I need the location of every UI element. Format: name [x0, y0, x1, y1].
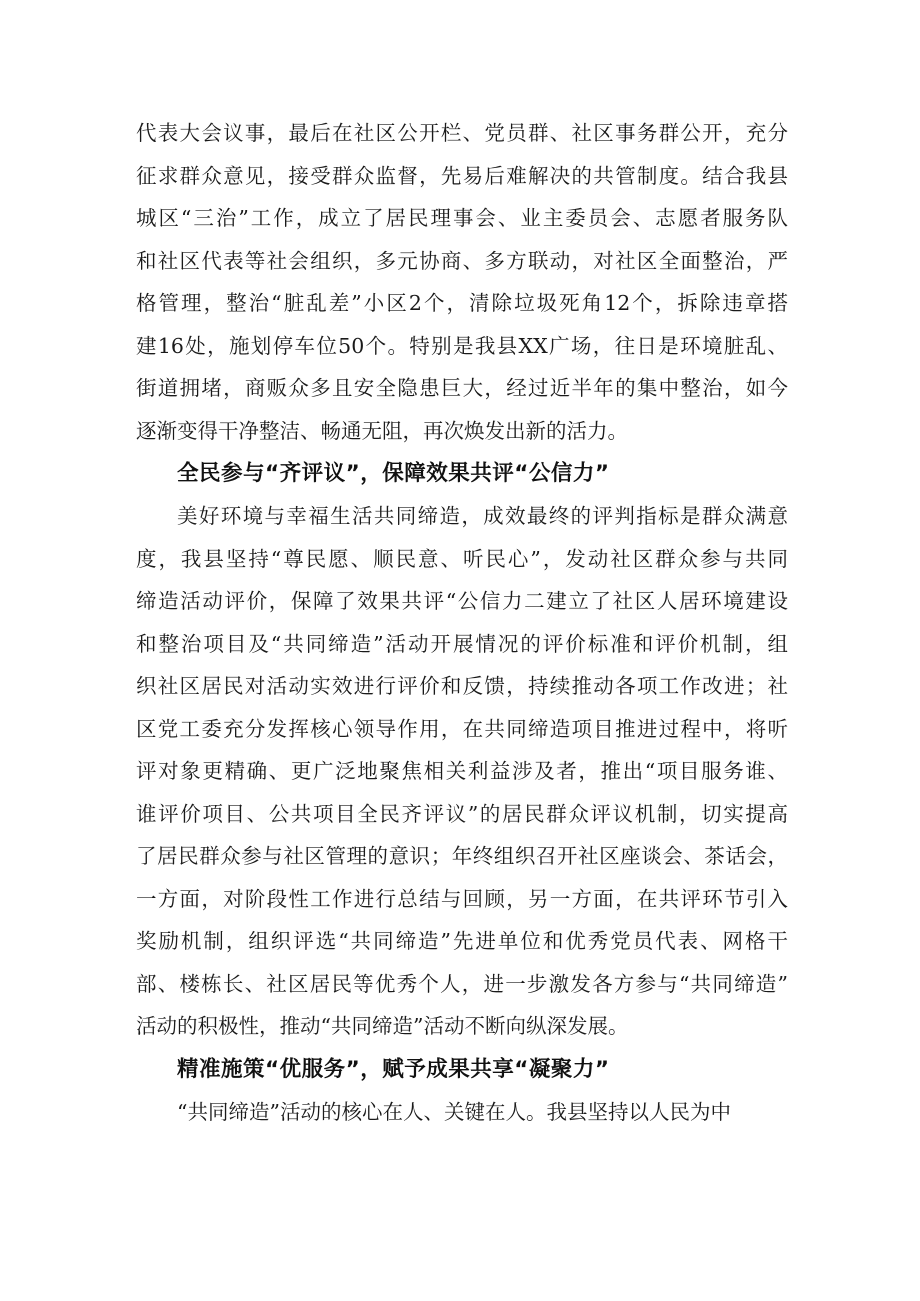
paragraph-line: 征求群众意见，接受群众监督，先易后难解决的共管制度。结合我县 [136, 163, 788, 188]
paragraph-line: 评对象更精确、更广泛地聚焦相关利益涉及者，推出“项目服务谁、 [136, 759, 788, 783]
paragraph-line: 代表大会议事，最后在社区公开栏、党员群、社区事务群公开，充分 [136, 121, 788, 145]
section-heading: 精准施策“优服务”，赋予成果共享“凝聚力” [177, 1056, 610, 1082]
paragraph-line: 奖励机制，组织评选“共同缔造”先进单位和优秀党员代表、网格干 [136, 929, 788, 953]
paragraph-line: 城区“三治”工作，成立了居民理事会、业主委员会、志愿者服务队 [136, 206, 788, 230]
paragraph-line: 和整治项目及“共同缔造”活动开展情况的评价标准和评价机制，组 [136, 631, 788, 656]
paragraph-line: 逐渐变得干净整洁、畅通无阻，再次焕发出新的活力。 [136, 418, 628, 443]
paragraph-line: 了居民群众参与社区管理的意识；年终组织召开社区座谈会、茶话会， [136, 844, 788, 868]
paragraph-line: 美好环境与幸福生活共同缔造，成效最终的评判指标是群众满意 [177, 504, 788, 528]
section-heading: 全民参与“齐评议”，保障效果共评“公信力” [177, 461, 610, 486]
document-body [136, 112, 788, 1133]
paragraph-line: 街道拥堵，商贩众多且安全隐患巨大，经过近半年的集中整治，如今 [136, 376, 788, 400]
paragraph-line: 格管理，整治“脏乱差”小区2个，清除垃圾死角12个，拆除违章搭 [136, 291, 788, 315]
paragraph-line: 度，我县坚持“尊民愿、顺民意、听民心”，发动社区群众参与共同 [136, 546, 788, 571]
paragraph-line: 活动的积极性，推动“共同缔造”活动不断向纵深发展。 [136, 1014, 629, 1038]
paragraph-line: “共同缔造”活动的核心在人、关键在人。我县坚持以人民为中 [177, 1099, 731, 1124]
paragraph-line: 织社区居民对活动实效进行评价和反馈，持续推动各项工作改进；社 [136, 674, 788, 698]
paragraph-line: 谁评价项目、公共项目全民齐评议”的居民群众评议机制，切实提高 [136, 801, 788, 826]
paragraph-line: 和社区代表等社会组织，多元协商、多方联动，对社区全面整治，严 [136, 248, 788, 273]
paragraph-line: 缔造活动评价，保障了效果共评“公信力二建立了社区人居环境建设 [136, 589, 788, 613]
paragraph-line: 区党工委充分发挥核心领导作用，在共同缔造项目推进过程中，将听 [136, 716, 788, 741]
paragraph-line: 部、楼栋长、社区居民等优秀个人，进一步激发各方参与“共同缔造” [136, 971, 788, 996]
paragraph-line: 一方面，对阶段性工作进行总结与回顾，另一方面，在共评环节引入 [136, 886, 788, 911]
paragraph-line: 建16处，施划停车位50个。特别是我县XX广场，往日是环境脏乱、 [136, 333, 788, 358]
